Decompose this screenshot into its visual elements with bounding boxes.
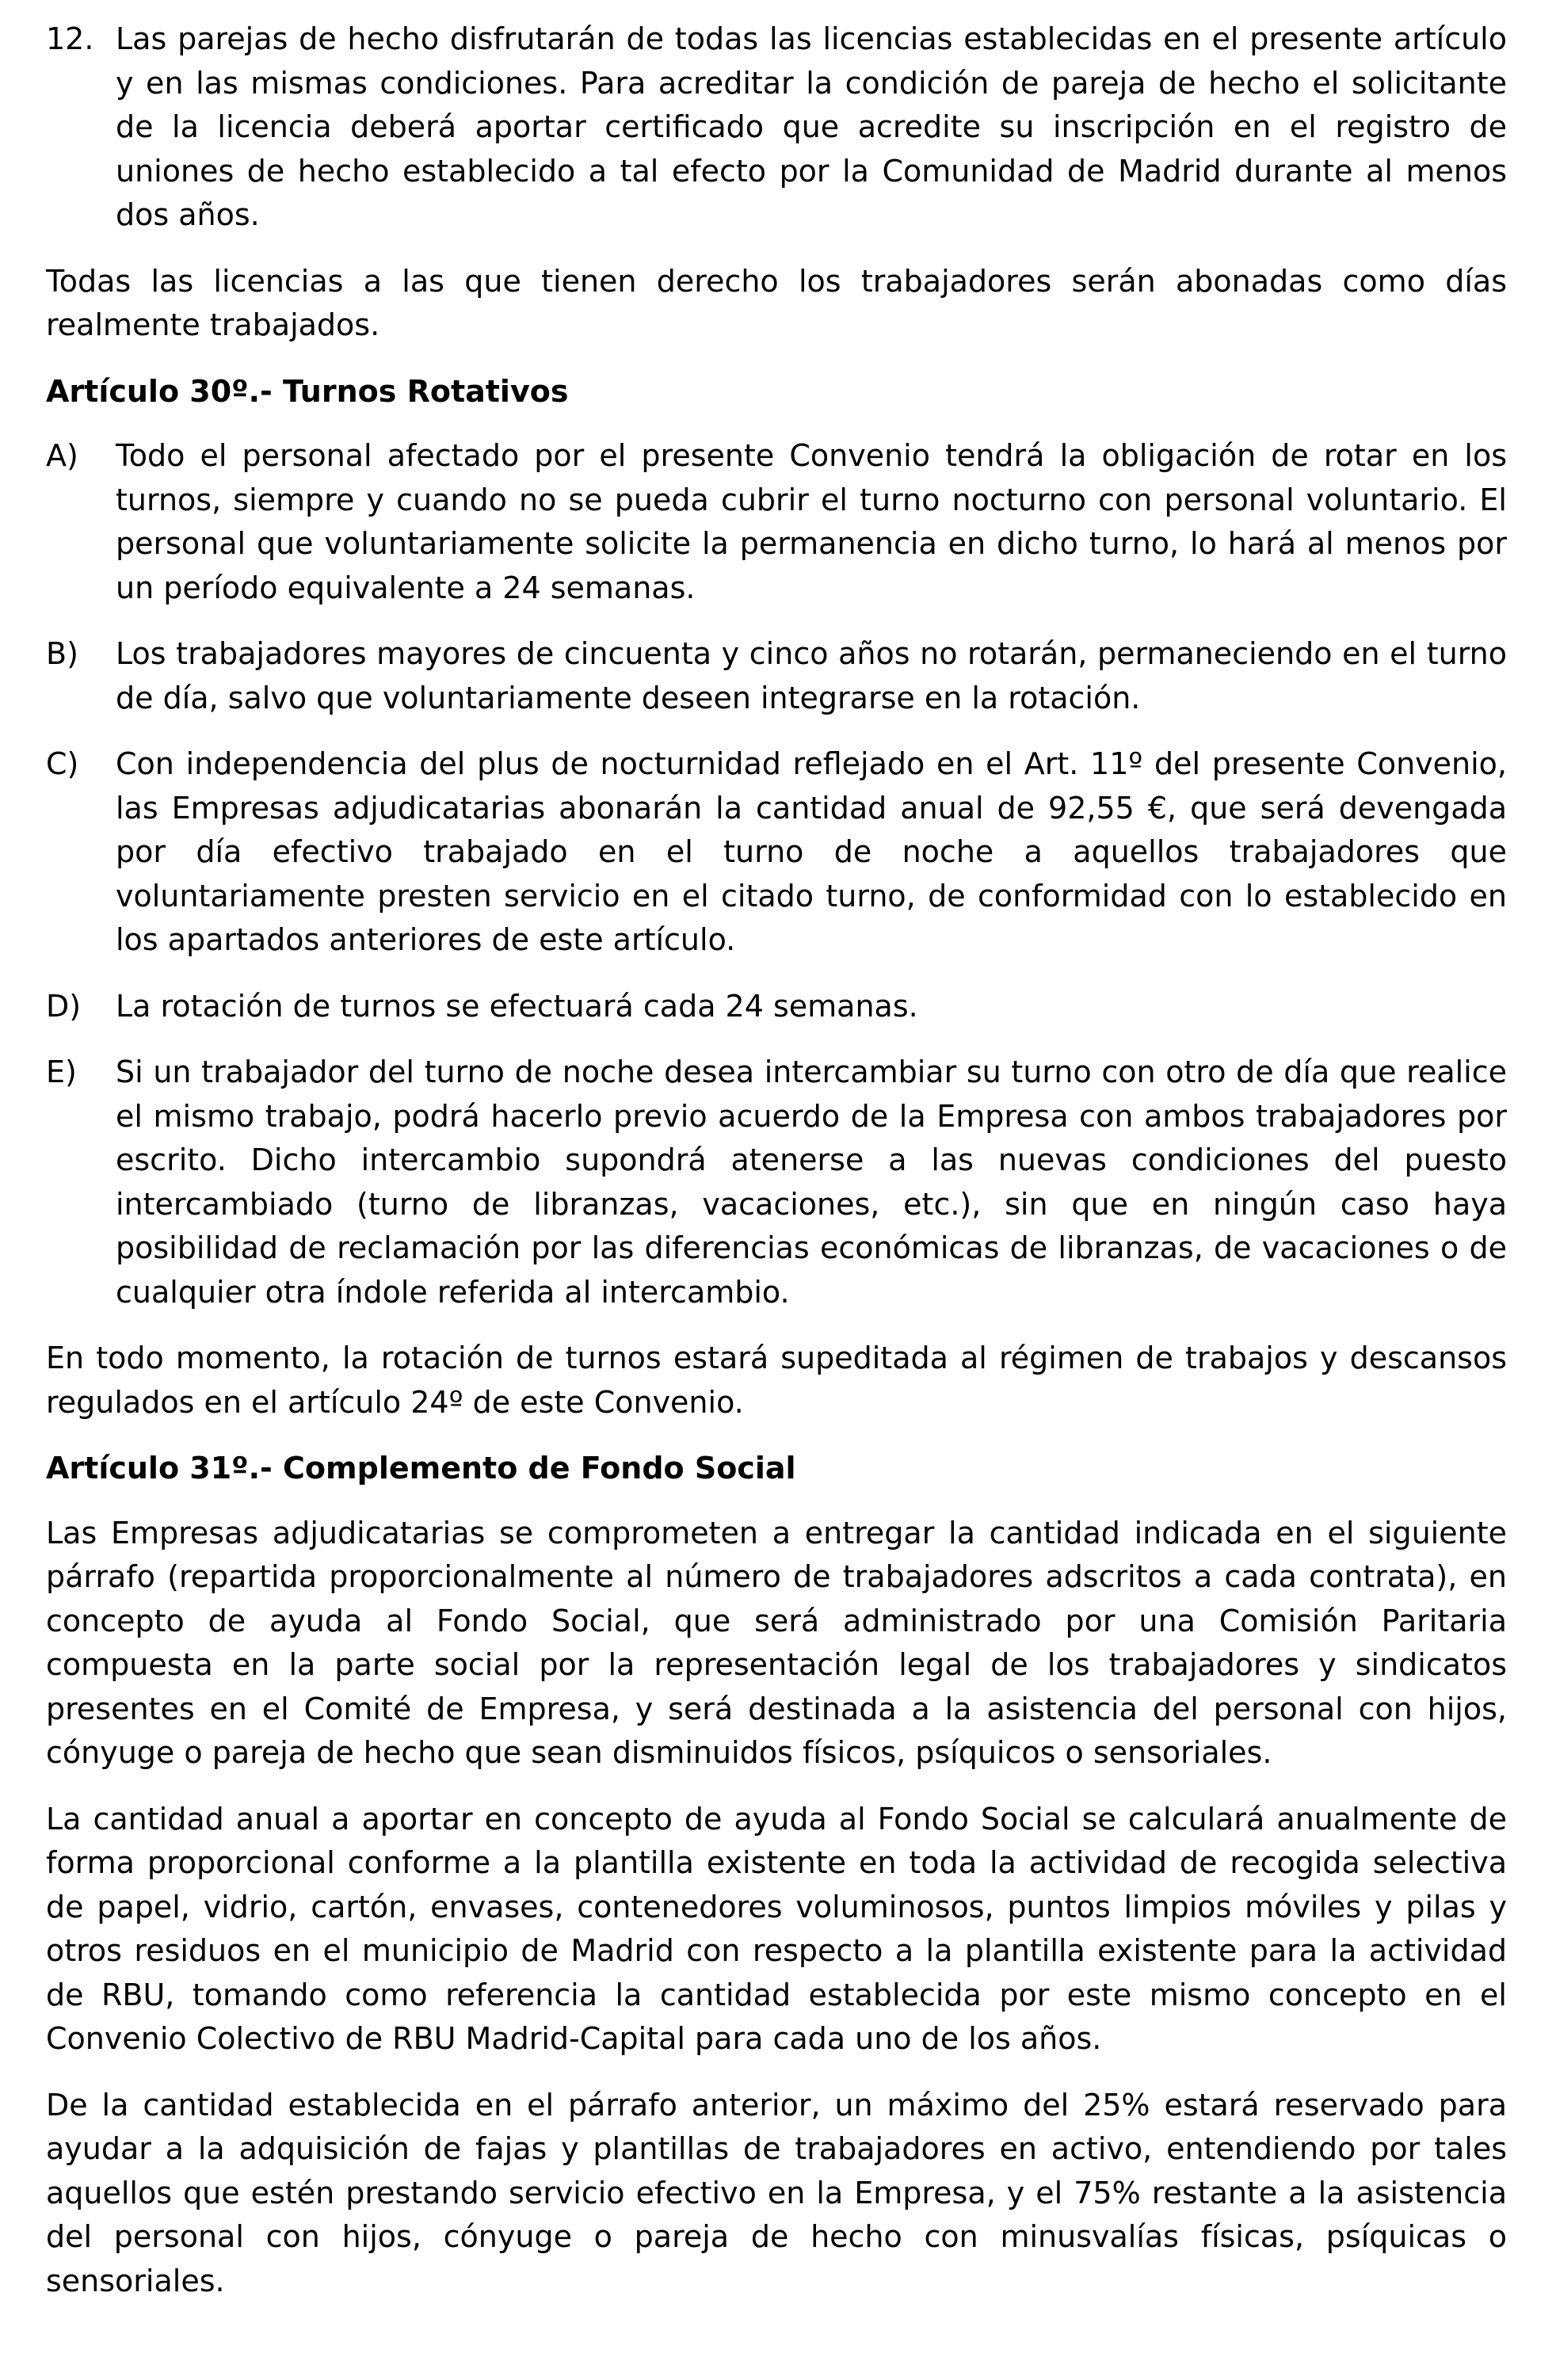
- article-30-item-e: [46, 1051, 1507, 1314]
- list-marker: E): [46, 1055, 77, 1089]
- article-31-paragraph-3: De la cantidad establecida en el párrafo anterior, un máximo del 25% estará reservado para ayudar a la adquisición de fajas y plantillas de trabajadores en activo, entendiendo por tales aquellos que estén prestando servicio efectivo en la Empresa, y el 75% restante a la asistencia del personal con hijos, cónyuge o pareja de hecho con minusvalías físicas, psíquicas o sensoriales.: [46, 2087, 1507, 2298]
- article-30-closing: En todo momento, la rotación de turnos estará supeditada al régimen de trabajos y descansos regulados en el artículo 24º de este Convenio.: [46, 1341, 1507, 1420]
- list-item-text: Los trabajadores mayores de cincuenta y cinco años no rotarán, permaneciendo en el turno de día, salvo que voluntariamente deseen integrarse en la rotación.: [116, 636, 1507, 715]
- article-31-paragraph-2: La cantidad anual a aportar en concepto de ayuda al Fondo Social se calculará anualmente de forma proporcional conforme a la plantilla existente en toda la actividad de recogida selectiva de papel, vidrio, cartón, envases, contenedores voluminosos, puntos limpios móviles y pilas y otros residuos en el municipio de Madrid con respecto a la plantilla existente para la actividad de RBU, tomando como referencia la cantidad establecida por este mismo concepto en el Convenio Colectivo de RBU Madrid-Capital para cada uno de los años.: [46, 1801, 1507, 2056]
- list-item-text: La rotación de turnos se efectuará cada 24 semanas.: [116, 988, 918, 1024]
- list-item-text: Todo el personal afectado por el presente Convenio tendrá la obligación de rotar en los turnos, siempre y cuando no se pueda cubrir el turno nocturno con personal voluntario. El personal que voluntariamente solicite la permanencia en dicho turno, lo hará al menos por un período equivalente a 24 semanas.: [116, 438, 1507, 605]
- article-30-heading: Artículo 30º.- Turnos Rotativos: [46, 373, 569, 409]
- list-item-text: Con independencia del plus de nocturnidad reflejado en el Art. 11º del presente Convenio, las Empresas adjudicatarias abonarán la cantidad anual de 92,55 €, que será devengada por día efectivo trabajado en el turno de noche a aquellos trabajadores que voluntariamente presten servicio en el citado turno, de conformidad con lo establecido en los apartados anteriores de este artículo.: [116, 746, 1507, 957]
- item-12: [46, 17, 1507, 238]
- list-marker: D): [46, 988, 82, 1024]
- paragraph-licencias: Todas las licencias a las que tienen derecho los trabajadores serán abonadas como días realmente trabajados.: [46, 263, 1507, 342]
- article-30-item-b: [46, 632, 1507, 720]
- document-page: [46, 17, 1507, 2325]
- list-marker: A): [46, 438, 78, 473]
- list-item-text: Si un trabajador del turno de noche desea intercambiar su turno con otro de día que realice el mismo trabajo, podrá hacerlo previo acuerdo de la Empresa con ambos trabajadores por escrito. Dicho intercambio supondrá atenerse a las nuevas condiciones del puesto intercambiado (turno de libranzas, vacaciones, etc.), sin que en ningún caso haya posibilidad de reclamación por las diferencias económicas de libranzas, de vacaciones o de cualquier otra índole referida al intercambio.: [116, 1055, 1507, 1310]
- list-item-text: Las parejas de hecho disfrutarán de todas las licencias establecidas en el presente artículo y en las mismas condiciones. Para acreditar la condición de pareja de hecho el solicitante de la licencia deberá aportar certificado que acredite su inscripción en el registro de uniones de hecho establecido a tal efecto por la Comunidad de Madrid durante al menos dos años.: [116, 21, 1507, 232]
- article-30-item-d: [46, 985, 1507, 1029]
- article-30-item-c: [46, 742, 1507, 963]
- article-31-paragraph-1: Las Empresas adjudicatarias se comprometen a entregar la cantidad indicada en el siguiente párrafo (repartida proporcionalmente al número de trabajadores adscritos a cada contrata), en concepto de ayuda al Fondo Social, que será administrado por una Comisión Paritaria compuesta en la parte social por la representación legal de los trabajadores y sindicatos presentes en el Comité de Empresa, y será destinada a la asistencia del personal con hijos, cónyuge o pareja de hecho que sean disminuidos físicos, psíquicos o sensoriales.: [46, 1515, 1507, 1770]
- list-marker: B): [46, 636, 78, 671]
- article-31-heading: Artículo 31º.- Complemento de Fondo Social: [46, 1451, 796, 1486]
- list-marker: C): [46, 746, 79, 781]
- article-30-item-a: [46, 434, 1507, 610]
- list-marker: 12.: [46, 21, 94, 56]
